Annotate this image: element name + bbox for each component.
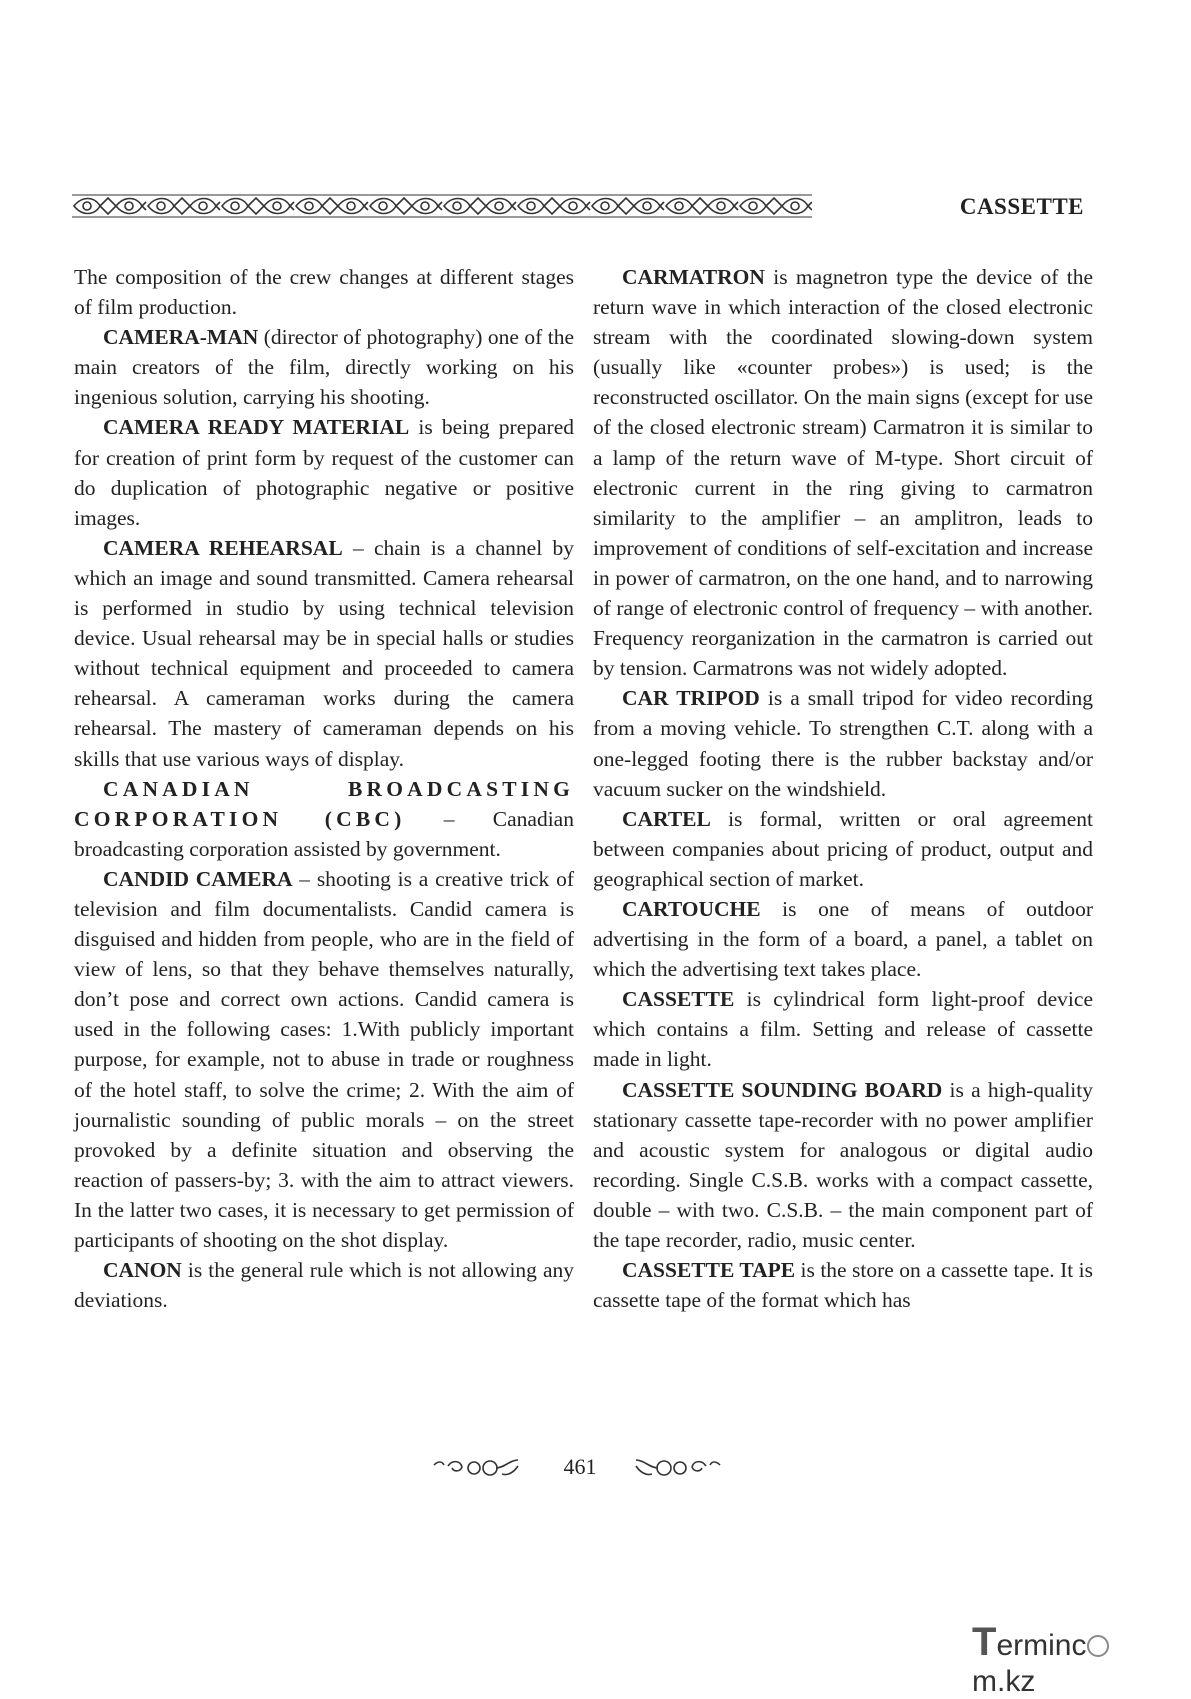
left-column — [74, 262, 574, 1315]
entry-term: CAMERA READY MATERIAL — [103, 415, 410, 440]
ornament-band-icon — [72, 194, 812, 218]
entry-term: CAMERA REHEARSAL — [103, 535, 343, 560]
entry-term: CANADIAN BROADCASTING CORPORATION (CBC) — [74, 776, 574, 831]
footer-ornament-right-icon — [632, 1456, 724, 1478]
entry-text: is a high-quality stationary cassette tape-recorder with no power amplifier and acoustic system for analogous or digital audio recording. Single C.S.B. works with a compact cassette, double – with two. C.S.B. – the main component part of the tape recorder, radio, music center. — [593, 1077, 1094, 1252]
entry-text: is magnetron type the device of the return wave in which interaction of the closed electronic stream with the coordinated slowing-down system (usually like «counter probes») is used; is the reconstructed oscillator. On the main signs (except for use of the closed electronic stream) Carmatron it is similar to a lamp of the return wave of M-type. Short circuit of electronic current in the ring giving to carmatron similarity to the amplifier – an amplitron, leads to improvement of conditions of self-excitation and increase in power of carmatron, on the one hand, and to narrowing of range of electronic control of frequency – with another. Frequency reorganization in the carmatron is carried out by tension. Carmatrons was not widely adopted. — [593, 265, 1093, 681]
running-head: CASSETTE — [959, 194, 1084, 219]
entry — [593, 804, 1093, 894]
paragraph — [74, 262, 574, 322]
entry — [74, 1255, 574, 1315]
entry-term: CARMATRON — [622, 265, 765, 289]
logo-text-part2: m.kz — [972, 1665, 1036, 1698]
entry — [593, 984, 1093, 1074]
entry-text: is the store on a cassette tape. It is cassette tape of the format which has — [593, 1258, 1093, 1313]
body-text: The composition of the crew changes at different stages of film production. — [74, 265, 574, 320]
entry-term: CARTEL — [622, 806, 711, 831]
entry-text: is formal, written or oral agreement between companies about pricing of product, output and geographical section of market. — [593, 806, 1093, 891]
entry — [74, 412, 574, 532]
entry-term: CANON — [103, 1258, 182, 1283]
entry-term: CANDID CAMERA — [103, 866, 293, 891]
entry-text: is one of means of outdoor advertising in the form of a board, a panel, a tablet on which the advertising text takes place. — [593, 896, 1093, 982]
entry — [593, 262, 1093, 683]
entry — [74, 322, 574, 412]
entry-text: is being prepared for creation of print form by request of the customer can do duplication of photographic negative or positive images. — [74, 415, 574, 530]
entry-term: CAMERA-MAN — [103, 325, 259, 350]
termincom-logo — [972, 1620, 1172, 1698]
entry-term: CASSETTE TAPE — [622, 1258, 796, 1283]
entry-term: CASSETTE — [622, 987, 735, 1012]
page-header — [72, 192, 1084, 222]
page-footer — [0, 1448, 1191, 1488]
logo-letter-t: T — [972, 1620, 997, 1664]
entry — [74, 864, 574, 1255]
entry — [593, 1075, 1093, 1256]
entry-text: – Canadian broadcasting corporation assisted by government. — [74, 806, 574, 861]
entry-text: is the general rule which is not allowing any deviations. — [74, 1258, 574, 1313]
entry-text: (director of photography) one of the main creators of the film, directly working on his ingenious solution, carrying his shooting. — [74, 325, 574, 410]
page-number: 461 — [563, 1454, 597, 1479]
entry-text: is a small tripod for video recording from a moving vehicle. To strengthen C.T. along with a one-legged footing there is the rubber backstay and/or vacuum sucker on the windshield. — [593, 686, 1093, 801]
entry — [593, 683, 1093, 803]
entry — [74, 533, 574, 774]
entry-term: CASSETTE SOUNDING BOARD — [622, 1077, 943, 1102]
logo-o-circle-icon — [1087, 1635, 1109, 1657]
entry — [593, 894, 1093, 984]
entry — [593, 1255, 1093, 1315]
entry-term: CARTOUCHE — [622, 896, 761, 921]
entry-text: – chain is a channel by which an image and sound transmitted. Camera rehearsal is performed in studio by using technical television device. Usual rehearsal may be in special halls or studies without technical equipment and proceeded to camera rehearsal. A cameraman works during the camera rehearsal. The mastery of cameraman depends on his skills that use various ways of display. — [74, 535, 574, 771]
logo-text-part1: erminc — [996, 1629, 1087, 1662]
entry — [74, 774, 574, 864]
entry-term: CAR TRIPOD — [622, 686, 760, 711]
entry-text: – shooting is a creative trick of television and film documentalists. Candid camera is disguised and hidden from people, who are in the field of view of lens, so that they behave themselves naturally, don’t pose and correct own actions. Candid camera is used in the following cases: 1.With publicly important purpose, for example, not to abuse in trade or roughness of the hotel staff, to solve the crime; 2. With the aim of journalistic sounding of public morals – on the street provoked by a definite situation and observing the reaction of passers-by; 3. with the aim to attract viewers. In the latter two cases, it is necessary to get permission of participants of shooting on the shot display. — [74, 866, 574, 1252]
footer-ornament-left-icon — [430, 1456, 522, 1478]
entry-text: is cylindrical form light-proof device which contains a film. Setting and release of cassette made in light. — [593, 987, 1093, 1072]
right-column — [593, 262, 1093, 1315]
